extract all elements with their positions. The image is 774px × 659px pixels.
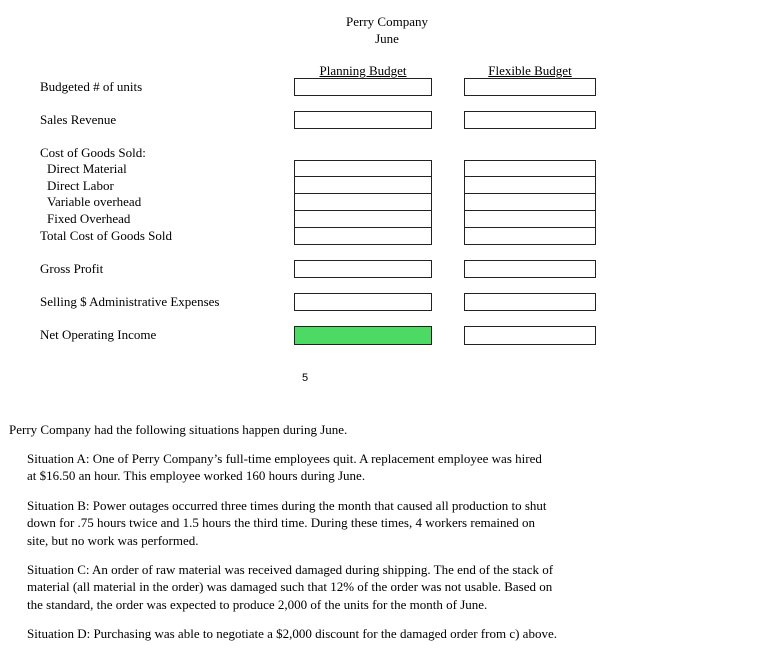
flexible-direct-labor-input[interactable]: [464, 176, 596, 194]
planning-direct-labor-input[interactable]: [294, 176, 432, 194]
planning-fixed-overhead-input[interactable]: [294, 210, 432, 228]
planning-total-cogs-input[interactable]: [294, 227, 432, 245]
situation-b-line-2: down for .75 hours twice and 1.5 hours the third time. During these times, 4 workers remained on: [27, 515, 535, 530]
planning-gross-profit-input[interactable]: [294, 260, 432, 278]
situation-c-line-1: Situation C: An order of raw material was received damaged during shipping. The end of the stack of: [27, 562, 554, 577]
label-budgeted-units: Budgeted # of units: [40, 79, 143, 94]
label-direct-labor: Direct Labor: [47, 178, 114, 193]
planning-budgeted-units-input[interactable]: [294, 78, 432, 96]
situation-d-line-1: Situation D: Purchasing was able to negotiate a $2,000 discount for the damaged order from c) above.: [27, 626, 557, 641]
company-title: Perry Company: [346, 14, 428, 29]
situation-c-line-3: the standard, the order was expected to produce 2,000 of the units for the month of June.: [27, 597, 488, 612]
flexible-budgeted-units-input[interactable]: [464, 78, 596, 96]
page-number: 5: [302, 372, 309, 384]
situation-c-line-2: material (all material in the order) was damaged such that 12% of the order was not usable. Based on: [27, 579, 553, 594]
label-gross-profit: Gross Profit: [40, 261, 104, 276]
flexible-gross-profit-input[interactable]: [464, 260, 596, 278]
situations-intro: Perry Company had the following situations happen during June.: [9, 422, 348, 437]
label-direct-material: Direct Material: [47, 161, 127, 176]
flexible-selling-admin-input[interactable]: [464, 293, 596, 311]
planning-direct-material-input[interactable]: [294, 160, 432, 177]
situation-b-line-3: site, but no work was performed.: [27, 533, 199, 548]
planning-sales-revenue-input[interactable]: [294, 111, 432, 129]
planning-selling-admin-input[interactable]: [294, 293, 432, 311]
flexible-budget-heading: Flexible Budget: [488, 63, 572, 78]
label-sales-revenue: Sales Revenue: [40, 112, 117, 127]
label-variable-overhead: Variable overhead: [47, 194, 142, 209]
label-fixed-overhead: Fixed Overhead: [47, 211, 131, 226]
report-month: June: [375, 31, 399, 46]
flexible-direct-material-input[interactable]: [464, 160, 596, 177]
situation-b-line-1: Situation B: Power outages occurred three times during the month that caused all production to shut: [27, 498, 547, 513]
label-net-operating-income: Net Operating Income: [40, 327, 157, 342]
label-total-cogs: Total Cost of Goods Sold: [40, 228, 172, 243]
situation-a-line-2: at $16.50 an hour. This employee worked 160 hours during June.: [27, 468, 366, 483]
planning-net-operating-income-input[interactable]: [294, 326, 432, 345]
flexible-variable-overhead-input[interactable]: [464, 193, 596, 211]
planning-variable-overhead-input[interactable]: [294, 193, 432, 211]
label-cogs-heading: Cost of Goods Sold:: [40, 145, 146, 160]
planning-budget-heading: Planning Budget: [319, 63, 407, 78]
flexible-net-operating-income-input[interactable]: [464, 326, 596, 345]
label-selling-admin: Selling $ Administrative Expenses: [40, 294, 220, 309]
flexible-sales-revenue-input[interactable]: [464, 111, 596, 129]
flexible-fixed-overhead-input[interactable]: [464, 210, 596, 228]
situation-a-line-1: Situation A: One of Perry Company’s full-time employees quit. A replacement employee was hired: [27, 451, 542, 466]
flexible-total-cogs-input[interactable]: [464, 227, 596, 245]
